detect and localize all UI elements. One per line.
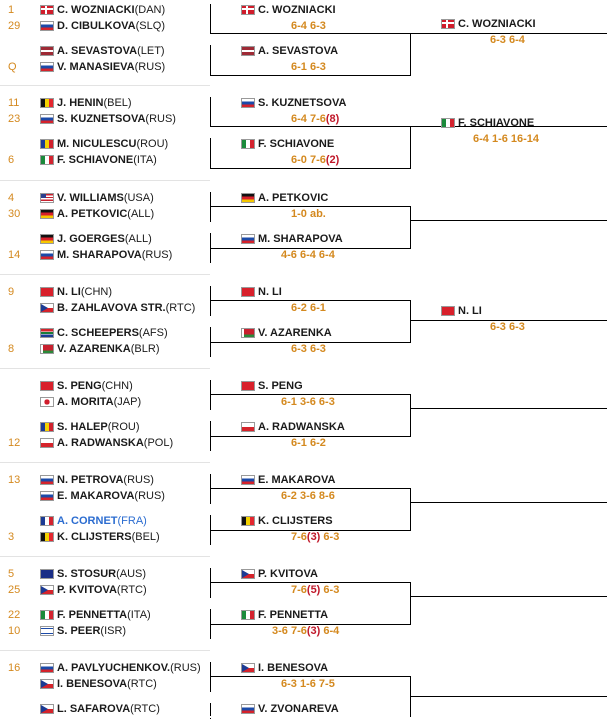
- seed-number: 25: [8, 584, 21, 596]
- bracket-line: [210, 676, 410, 677]
- bracket-line: [410, 488, 411, 531]
- player-entry[interactable]: [57, 20, 165, 32]
- triangle-shape: [41, 304, 48, 312]
- player-country: (ALL): [127, 208, 155, 220]
- round2-winner-name[interactable]: P. KVITOVA: [258, 568, 318, 580]
- score-sets: 6-2 6-1: [291, 302, 326, 314]
- player-entry[interactable]: [57, 138, 168, 150]
- tiebreak-score: (8): [325, 113, 340, 125]
- cze-flag-icon: [241, 569, 255, 579]
- section-divider: [0, 462, 210, 463]
- round2-score: [291, 302, 326, 314]
- player-name: C. SCHEEPERS: [57, 327, 139, 339]
- bracket-line: [210, 33, 410, 34]
- player-name: A. SEVASTOVA: [57, 45, 138, 57]
- bracket-tick: [210, 677, 211, 678]
- rou-flag-icon: [40, 422, 54, 432]
- bracket-line: [210, 342, 410, 343]
- player-name: A. RADWANSKA: [57, 437, 144, 449]
- cze-flag-icon: [40, 704, 54, 714]
- ger-flag-icon: [40, 234, 54, 244]
- round2-winner-name[interactable]: I. BENESOVA: [258, 662, 329, 674]
- player-entry[interactable]: [57, 584, 147, 596]
- player-name: N. PETROVA: [57, 474, 124, 486]
- player-entry[interactable]: [57, 437, 173, 449]
- round2-winner-name[interactable]: K. CLIJSTERS: [258, 515, 333, 527]
- round2-score: [291, 531, 339, 543]
- tiebreak-score: (3): [306, 625, 321, 637]
- player-country: (RUS): [123, 474, 154, 486]
- svk-flag-icon: [40, 21, 54, 31]
- isr-flag-icon: [40, 626, 54, 636]
- score-sets: 6-4 6-3: [291, 20, 326, 32]
- den-flag-icon: [441, 19, 455, 29]
- player-name: A. PETKOVIC: [57, 208, 128, 220]
- ita-flag-icon: [40, 155, 54, 165]
- player-country: (RUS): [170, 662, 201, 674]
- score-sets: 7-6: [291, 584, 307, 596]
- round2-winner-name[interactable]: E. MAKAROVA: [258, 474, 336, 486]
- score-sets-final: 6-4: [320, 625, 340, 637]
- bracket-tick: [210, 153, 211, 154]
- player-country: (RTC): [116, 584, 147, 596]
- bracket-line: [210, 206, 410, 207]
- player-name: N. LI: [57, 286, 81, 298]
- bel-flag-icon: [40, 98, 54, 108]
- player-entry[interactable]: [57, 4, 165, 16]
- player-name: A. MORITA: [57, 396, 114, 408]
- score-sets: 7-6: [291, 531, 307, 543]
- player-country: (DAN): [134, 4, 166, 16]
- seed-number: 16: [8, 662, 21, 674]
- score-sets: 6-3 6-3: [291, 343, 326, 355]
- player-entry[interactable]: [57, 192, 154, 204]
- player-entry[interactable]: [57, 302, 195, 314]
- player-name: K. CLIJSTERS: [57, 531, 132, 543]
- player-name: S. PEER: [57, 625, 101, 637]
- seed-number: 30: [8, 208, 21, 220]
- score-sets: 6-2 3-6 8-6: [281, 490, 335, 502]
- bracket-line: [410, 33, 411, 76]
- round2-score: [281, 490, 335, 502]
- player-entry[interactable]: [57, 286, 112, 298]
- seed-number: 5: [8, 568, 15, 580]
- player-country: (FRA): [117, 515, 147, 527]
- player-name: E. MAKAROVA: [57, 490, 135, 502]
- round3-winner-name[interactable]: C. WOZNIACKI: [458, 18, 536, 30]
- player-name: J. GOERGES: [57, 233, 125, 245]
- player-entry[interactable]: [57, 97, 132, 109]
- round2-score: [291, 154, 339, 166]
- bracket-line: [410, 394, 411, 437]
- player-country: (RTC): [130, 703, 160, 715]
- lat-flag-icon: [241, 46, 255, 56]
- player-country: (RUS): [145, 113, 176, 125]
- bracket-line: [210, 624, 410, 625]
- seed-number: 1: [8, 4, 15, 16]
- score-sets: 6-1 3-6 6-3: [281, 396, 335, 408]
- player-entry[interactable]: [57, 233, 152, 245]
- bracket-tick: [210, 489, 211, 490]
- cze-flag-icon: [40, 303, 54, 313]
- bracket-line: [210, 582, 410, 583]
- round2-score: [281, 396, 335, 408]
- round2-winner-name[interactable]: F. PENNETTA: [258, 609, 329, 621]
- rou-flag-icon: [40, 139, 54, 149]
- section-divider: [0, 180, 210, 181]
- seed-number: 10: [8, 625, 21, 637]
- player-country: (ISR): [100, 625, 127, 637]
- bracket-line: [210, 300, 410, 301]
- player-country: (ITA): [127, 609, 151, 621]
- ita-flag-icon: [241, 610, 255, 620]
- triangle-shape: [41, 680, 48, 688]
- bracket-tick: [210, 112, 211, 113]
- rus-flag-icon: [241, 475, 255, 485]
- player-entry[interactable]: [57, 113, 176, 125]
- section-divider: [0, 85, 210, 86]
- player-country: (RUS): [134, 61, 166, 73]
- pol-flag-icon: [241, 422, 255, 432]
- player-name: A. CORNET: [57, 515, 118, 527]
- player-country: (ROU): [107, 421, 140, 433]
- chn-flag-icon: [40, 287, 54, 297]
- player-entry[interactable]: [57, 45, 165, 57]
- player-entry[interactable]: [57, 531, 160, 543]
- round2-score: [272, 625, 339, 637]
- seed-number: 9: [8, 286, 15, 298]
- round2-winner-name[interactable]: S. KUZNETSOVA: [258, 97, 347, 109]
- player-name: S. PENG: [57, 380, 102, 392]
- score-sets: 6-1 6-3: [291, 61, 326, 73]
- blr-flag-icon: [241, 328, 255, 338]
- bracket-tick: [210, 583, 211, 584]
- player-name: V. WILLIAMS: [57, 192, 124, 204]
- round2-score: [291, 343, 326, 355]
- bracket-line: [411, 696, 607, 697]
- player-country: (CHN): [80, 286, 113, 298]
- seed-number: 12: [8, 437, 21, 449]
- player-name: J. HENIN: [57, 97, 104, 109]
- round2-winner-name[interactable]: A. RADWANSKA: [258, 421, 345, 433]
- round3-winner-name[interactable]: F. SCHIAVONE: [458, 117, 535, 129]
- player-country: (AUS): [116, 568, 147, 580]
- player-entry[interactable]: [57, 208, 154, 220]
- cze-flag-icon: [241, 663, 255, 673]
- rus-flag-icon: [40, 250, 54, 260]
- player-country: (BLR): [130, 343, 160, 355]
- round2-winner-name[interactable]: F. SCHIAVONE: [258, 138, 335, 150]
- bracket-line: [411, 502, 607, 503]
- player-entry[interactable]: [57, 474, 154, 486]
- ger-flag-icon: [241, 193, 255, 203]
- player-country: (POL): [143, 437, 174, 449]
- round2-score: [291, 113, 339, 125]
- seed-number: 23: [8, 113, 21, 125]
- score-sets: 6-3 1-6 7-5: [281, 678, 335, 690]
- seed-number: 22: [8, 609, 21, 621]
- bracket-line: [410, 300, 411, 343]
- player-name: M. SHARAPOVA: [57, 249, 142, 261]
- round3-score: 6-4 1-6 16-14: [473, 133, 540, 145]
- seed-number: Q: [8, 61, 17, 73]
- bracket-tick: [210, 60, 211, 61]
- bracket-line: [411, 220, 607, 221]
- round2-winner-name[interactable]: S. PENG: [258, 380, 303, 392]
- player-entry[interactable]: [57, 396, 141, 408]
- chn-flag-icon: [40, 381, 54, 391]
- aus-flag-icon: [40, 569, 54, 579]
- round2-score: [291, 437, 326, 449]
- seed-number: 4: [8, 192, 15, 204]
- pol-flag-icon: [40, 438, 54, 448]
- blr-flag-icon: [40, 344, 54, 354]
- score-sets: 1-0 ab.: [291, 208, 326, 220]
- bracket-line: [210, 394, 410, 395]
- player-name: M. NICULESCU: [57, 138, 137, 150]
- player-entry[interactable]: [57, 678, 157, 690]
- player-name: B. ZAHLAVOVA STR.: [57, 302, 166, 314]
- cze-flag-icon: [40, 679, 54, 689]
- player-name: A. PAVLYUCHENKOV.: [57, 662, 171, 674]
- round2-winner-name[interactable]: A. SEVASTOVA: [258, 45, 339, 57]
- player-country: (ALL): [124, 233, 152, 245]
- bracket-line: [210, 168, 410, 169]
- seed-number: 3: [8, 531, 15, 543]
- player-name: L. SAFAROVA: [57, 703, 131, 715]
- rus-flag-icon: [40, 62, 54, 72]
- player-entry[interactable]: [57, 662, 201, 674]
- section-divider: [0, 650, 210, 651]
- rus-flag-icon: [40, 475, 54, 485]
- bracket-line: [210, 530, 410, 531]
- player-name: D. CIBULKOVA: [57, 20, 136, 32]
- score-sets: 4-6 6-4 6-4: [281, 249, 335, 261]
- bracket-line: [210, 248, 410, 249]
- player-entry[interactable]: [57, 421, 140, 433]
- ger-flag-icon: [40, 209, 54, 219]
- round2-winner-name[interactable]: M. SHARAPOVA: [258, 233, 343, 245]
- bracket-line: [410, 582, 411, 625]
- tiebreak-score: (5): [306, 584, 321, 596]
- usa-flag-icon: [40, 193, 54, 203]
- ita-flag-icon: [40, 610, 54, 620]
- section-divider: [0, 368, 210, 369]
- player-entry[interactable]: [57, 703, 160, 715]
- ita-flag-icon: [441, 118, 455, 128]
- cze-flag-icon: [40, 585, 54, 595]
- player-entry[interactable]: [57, 327, 168, 339]
- rus-flag-icon: [241, 98, 255, 108]
- bracket-line: [410, 126, 411, 169]
- player-country: (BEL): [131, 531, 160, 543]
- round3-score: 6-3 6-4: [490, 34, 525, 46]
- bel-flag-icon: [241, 516, 255, 526]
- round2-winner-name[interactable]: N. LI: [258, 286, 282, 298]
- tiebreak-score: (3): [306, 531, 321, 543]
- player-name: I. BENESOVA: [57, 678, 128, 690]
- bracket-line: [410, 206, 411, 249]
- player-country: (JAP): [113, 396, 142, 408]
- bel-flag-icon: [40, 532, 54, 542]
- score-sets: 6-4 7-6: [291, 113, 326, 125]
- round2-score: [291, 208, 326, 220]
- seed-number: 14: [8, 249, 21, 261]
- round2-score: [281, 678, 335, 690]
- round2-winner-name[interactable]: V. ZVONAREVA: [258, 703, 339, 715]
- round2-score: [291, 584, 339, 596]
- bracket-line: [411, 596, 607, 597]
- player-country: (RUS): [134, 490, 165, 502]
- chn-flag-icon: [241, 381, 255, 391]
- ita-flag-icon: [241, 139, 255, 149]
- rus-flag-icon: [40, 491, 54, 501]
- bracket-line: [210, 75, 410, 76]
- round2-score: [291, 20, 326, 32]
- rus-flag-icon: [40, 114, 54, 124]
- bracket-tick: [210, 207, 211, 208]
- bracket-line: [210, 126, 410, 127]
- section-divider: [0, 556, 210, 557]
- player-country: (BEL): [103, 97, 132, 109]
- round3-winner-name[interactable]: N. LI: [458, 305, 482, 317]
- rus-flag-icon: [241, 234, 255, 244]
- round3-score: 6-3 6-3: [490, 321, 525, 333]
- triangle-shape: [242, 570, 249, 578]
- chn-flag-icon: [241, 287, 255, 297]
- seed-number: 8: [8, 343, 15, 355]
- den-flag-icon: [241, 5, 255, 15]
- bracket-tick: [210, 395, 211, 396]
- tiebreak-score: (2): [325, 154, 340, 166]
- rsa-flag-icon: [40, 328, 54, 338]
- score-sets: 6-0 7-6: [291, 154, 326, 166]
- score-sets-final: 6-3: [320, 531, 340, 543]
- den-flag-icon: [40, 5, 54, 15]
- player-entry[interactable]: [57, 343, 160, 355]
- player-country: (RUS): [141, 249, 173, 261]
- seed-number: 29: [8, 20, 21, 32]
- round2-winner-name[interactable]: V. AZARENKA: [258, 327, 332, 339]
- player-name: P. KVITOVA: [57, 584, 117, 596]
- player-country: (ITA): [133, 154, 157, 166]
- score-sets: 6-1 6-2: [291, 437, 326, 449]
- bracket-line: [210, 436, 410, 437]
- player-name: F. SCHIAVONE: [57, 154, 134, 166]
- player-entry[interactable]: [57, 515, 147, 527]
- player-name: C. WOZNIACKI: [57, 4, 135, 16]
- seed-number: 13: [8, 474, 21, 486]
- chn-flag-icon: [441, 306, 455, 316]
- player-country: (AFS): [138, 327, 168, 339]
- bracket-line: [411, 408, 607, 409]
- lat-flag-icon: [40, 46, 54, 56]
- player-name: S. STOSUR: [57, 568, 117, 580]
- bracket-tick: [210, 19, 211, 20]
- round2-score: [291, 61, 326, 73]
- player-country: (ROU): [136, 138, 169, 150]
- player-entry[interactable]: [57, 568, 146, 580]
- player-name: V. AZARENKA: [57, 343, 131, 355]
- seed-number: 6: [8, 154, 15, 166]
- player-name: F. PENNETTA: [57, 609, 128, 621]
- player-name: V. MANASIEVA: [57, 61, 135, 73]
- bracket-tick: [210, 301, 211, 302]
- seed-number: 11: [8, 97, 20, 109]
- player-entry[interactable]: [57, 61, 165, 73]
- round2-score: [281, 249, 335, 261]
- player-country: (USA): [123, 192, 154, 204]
- triangle-shape: [41, 705, 48, 713]
- player-entry[interactable]: [57, 609, 151, 621]
- bracket-line: [210, 703, 211, 716]
- player-country: (LET): [137, 45, 165, 57]
- bracket-line: [210, 488, 410, 489]
- player-entry[interactable]: [57, 490, 165, 502]
- player-name: S. KUZNETSOVA: [57, 113, 146, 125]
- player-entry[interactable]: [57, 625, 126, 637]
- player-entry[interactable]: [57, 249, 172, 261]
- round2-winner-name[interactable]: C. WOZNIACKI: [258, 4, 336, 16]
- rus-flag-icon: [241, 704, 255, 714]
- player-name: S. HALEP: [57, 421, 108, 433]
- triangle-shape: [242, 664, 249, 672]
- player-country: (SLQ): [135, 20, 165, 32]
- jpn-flag-icon: [40, 397, 54, 407]
- round2-winner-name[interactable]: A. PETKOVIC: [258, 192, 329, 204]
- rus-flag-icon: [40, 663, 54, 673]
- section-divider: [0, 274, 210, 275]
- score-sets-final: 6-3: [320, 584, 340, 596]
- player-country: (RTC): [165, 302, 196, 314]
- triangle-shape: [41, 586, 48, 594]
- player-country: (CHN): [101, 380, 133, 392]
- score-sets: 3-6 7-6: [272, 625, 307, 637]
- player-country: (RTC): [127, 678, 157, 690]
- fra-flag-icon: [40, 516, 54, 526]
- player-entry[interactable]: [57, 380, 133, 392]
- player-entry[interactable]: [57, 154, 157, 166]
